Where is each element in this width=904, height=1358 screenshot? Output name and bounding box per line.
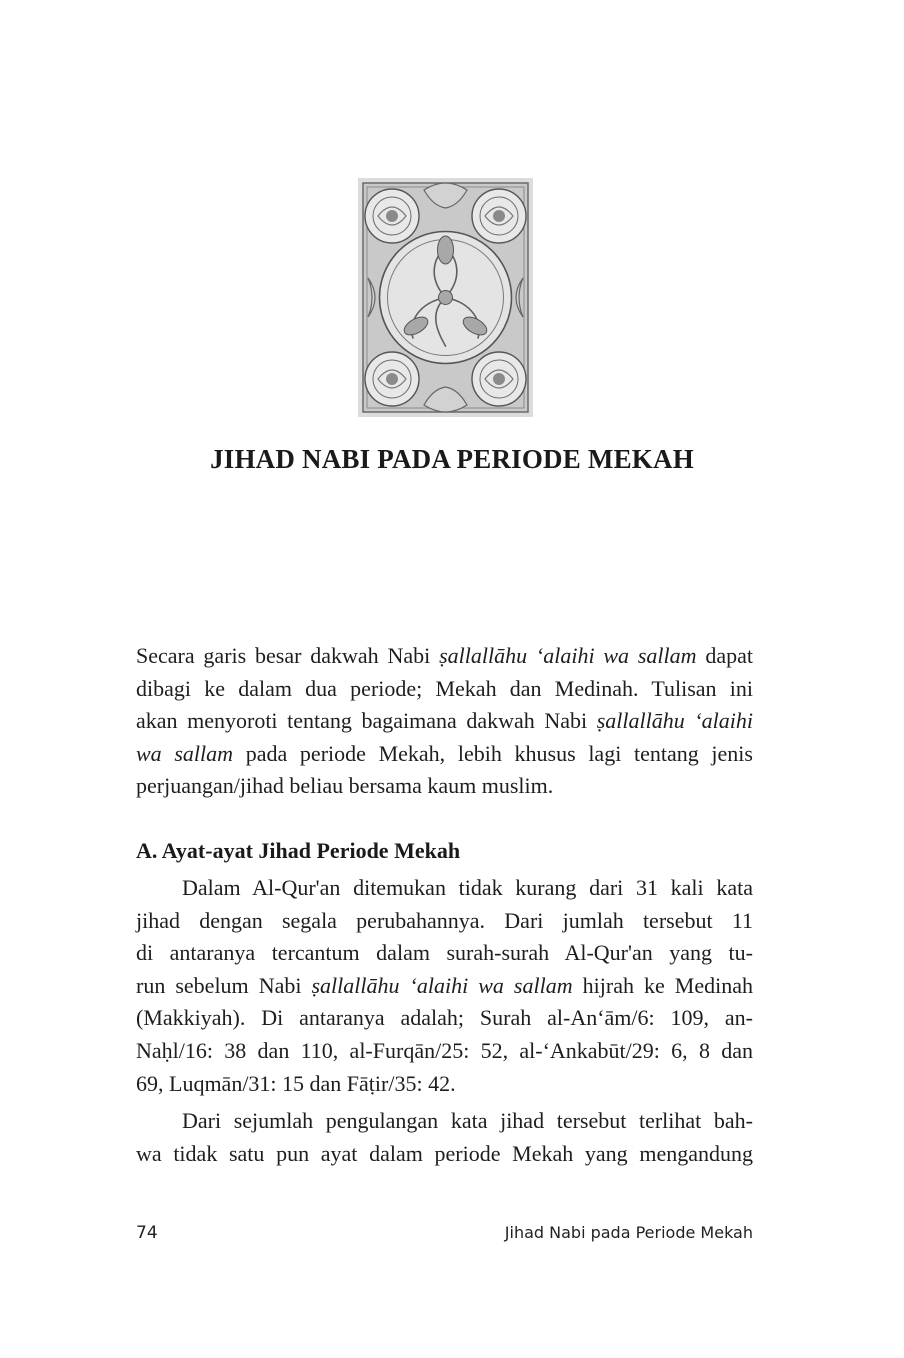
text-line: (Makkiyah). Di antaranya adalah; Surah al-An‘ām/6: 109, an- — [136, 1005, 753, 1031]
text-line: akan menyoroti tentang bagaimana dakwah Nabi ṣallallāhu ‘alaihi — [136, 708, 753, 734]
text-line: Dari sejumlah pengulangan kata jihad tersebut terlihat bah- — [182, 1108, 753, 1133]
paragraph-ayat-jihad — [136, 872, 753, 1100]
text-line: perjuangan/jihad beliau bersama kaum muslim. — [136, 773, 554, 799]
text-line: 69, Luqmān/31: 15 dan Fāṭir/35: 42. — [136, 1070, 456, 1096]
text-line: run sebelum Nabi ṣallallāhu ‘alaihi wa sallam hijrah ke Medinah — [136, 972, 753, 998]
text-line: Naḥl/16: 38 dan 110, al-Furqān/25: 52, al-‘Ankabūt/29: 6, 8 dan — [136, 1037, 753, 1063]
running-title: Jihad Nabi pada Periode Mekah — [504, 1223, 753, 1242]
intro-paragraph — [136, 640, 753, 803]
text-line: Secara garis besar dakwah Nabi ṣallallāhu ‘alaihi wa sallam dapat — [136, 643, 753, 668]
page-number: 74 — [136, 1223, 158, 1243]
text-line: wa tidak satu pun ayat dalam periode Mekah yang mengandung — [136, 1140, 753, 1166]
paragraph-pengulangan — [136, 1105, 753, 1170]
text-line: di antaranya tercantum dalam surah-surah Al-Qur'an yang tu- — [136, 940, 753, 966]
text-line: dibagi ke dalam dua periode; Mekah dan Medinah. Tulisan ini — [136, 675, 753, 701]
section-heading: A. Ayat-ayat Jihad Periode Mekah — [136, 838, 461, 863]
text-line: wa sallam pada periode Mekah, lebih khusus lagi tentang jenis — [136, 740, 753, 766]
chapter-title: JIHAD NABI PADA PERIODE MEKAH — [210, 444, 694, 474]
text-line: Dalam Al-Qur'an ditemukan tidak kurang dari 31 kali kata — [182, 875, 753, 900]
arabesque-ornament-icon — [358, 178, 533, 417]
text-line: jihad dengan segala perubahannya. Dari jumlah tersebut 11 — [136, 907, 753, 933]
